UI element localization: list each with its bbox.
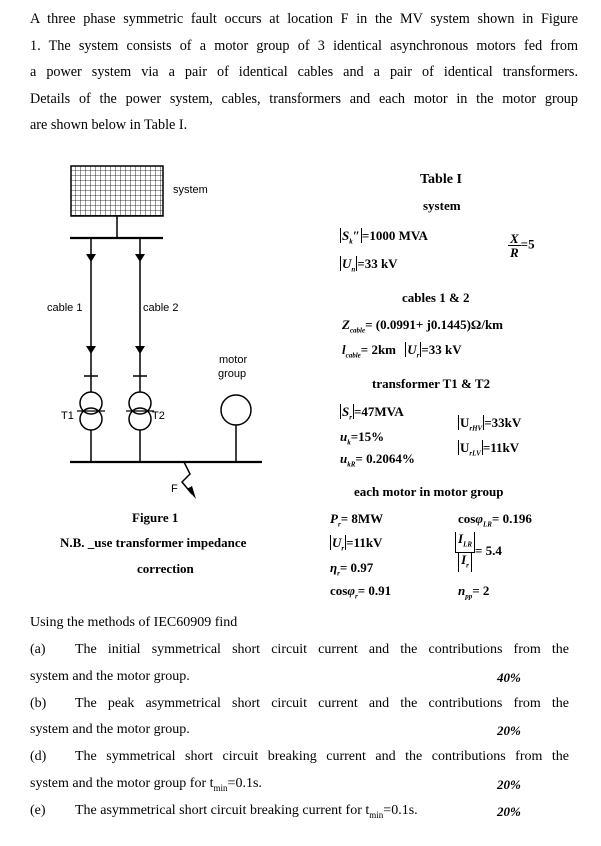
- question-d-weight: 20%: [497, 777, 521, 792]
- un-value: $U_n =33$ kV: [342, 256, 398, 274]
- fault-lightning-icon: [182, 462, 196, 499]
- cable-2: [133, 238, 147, 392]
- intro-line: a power system via a pair of identical cables and a pair of identical transformers.: [30, 64, 578, 80]
- question-a-weight: 40%: [497, 670, 521, 685]
- system-label: system: [173, 184, 208, 196]
- ur-motor-value: $U_r =11kV$: [332, 535, 383, 553]
- intro-line: A three phase symmetric fault occurs at location F in the MV system shown in Figure: [30, 11, 578, 27]
- lcable-value: $l_{cable}= 2km$ $U_r =33$ kV: [342, 342, 462, 360]
- note-line-2: correction: [137, 561, 194, 576]
- eta-value: $\eta_r= 0.97$: [330, 560, 374, 578]
- question-a-line2: system and the motor group.: [30, 669, 190, 684]
- t1-label: T1: [61, 410, 74, 422]
- transformer-t2: [126, 392, 154, 462]
- cable2-label: cable 2: [143, 302, 179, 314]
- question-d-label: (d): [30, 749, 47, 764]
- question-d-line1: The symmetrical short circuit breaking current and the contributions from the: [75, 749, 569, 764]
- system-header: system: [423, 198, 461, 213]
- cosphi-value: cosφ$_r$= 0.91: [330, 583, 392, 601]
- fault-label: F: [171, 483, 178, 495]
- question-e-line1: The asymmetrical short circuit breaking current for $t_{min}=0.1s$.: [75, 803, 418, 820]
- question-a-label: (a): [30, 642, 46, 657]
- motor-group-symbol: [221, 395, 251, 462]
- cosphi-lr-value: cosφ$_{LR}$= 0.196: [458, 511, 532, 529]
- figure-caption: Figure 1: [132, 510, 179, 525]
- intro-line: Details of the power system, cables, transformers and each motor in the motor group: [30, 90, 578, 107]
- question-e-label: (e): [30, 803, 46, 818]
- ukr-value: $u_{kR}= 0.2064\%$: [340, 451, 415, 469]
- table-title: Table I: [420, 172, 462, 187]
- zcable-value: $Z_{cable}= (0.0991+ j0.1445)\Omega/km$: [342, 317, 504, 335]
- question-b-line1: The peak asymmetrical short circuit current and the contributions from the: [75, 696, 569, 711]
- ulv-value: $U_{rLV} =11kV$: [460, 440, 520, 458]
- intro-line: are shown below in Table I.: [30, 117, 188, 133]
- motor-label: motor: [219, 354, 248, 366]
- questions-lead: Using the methods of IEC60909 find: [30, 615, 238, 630]
- transformer-t1: [77, 392, 105, 462]
- question-b-line2: system and the motor group.: [30, 722, 190, 737]
- trafo-header: transformer T1 & T2: [372, 376, 491, 391]
- group-label: group: [218, 368, 247, 380]
- ilr-ratio: $\frac{I_{LR}}{I_r}$ = 5.4: [455, 532, 502, 572]
- sr-value: $S_r =47MVA$: [342, 404, 404, 422]
- cable1-label: cable 1: [47, 302, 83, 314]
- question-d-line2: system and the motor group for $t_{min}=0.1s$.: [30, 776, 262, 793]
- question-a-line1: The initial symmetrical short circuit current and the contributions from the: [75, 642, 569, 657]
- uk-value: $u_k=15\%$: [340, 429, 385, 447]
- question-b-weight: 20%: [497, 723, 521, 738]
- cables-header: cables 1 & 2: [402, 290, 470, 305]
- question-e-weight: 20%: [497, 804, 521, 819]
- pr-value: $P_r= 8MW$: [330, 511, 384, 529]
- uhv-value: $U_{rHV} =33kV$: [460, 415, 522, 433]
- motor-header: each motor in motor group: [354, 484, 504, 499]
- power-system-grid: [71, 166, 163, 216]
- t2-label: T2: [152, 410, 165, 422]
- question-b-label: (b): [30, 696, 47, 711]
- xr-ratio: $\frac{X}{R}$ =5: [510, 231, 535, 260]
- sk-value: $S_k'' =1000$ MVA: [342, 228, 428, 246]
- note-line-1: N.B. _use transformer impedance: [60, 535, 247, 550]
- intro-line: 1. The system consists of a motor group of 3 identical asynchronous motors fed from: [30, 37, 578, 54]
- npp-value: $n_{pp}= 2$: [458, 583, 490, 601]
- cable-1: [84, 238, 98, 392]
